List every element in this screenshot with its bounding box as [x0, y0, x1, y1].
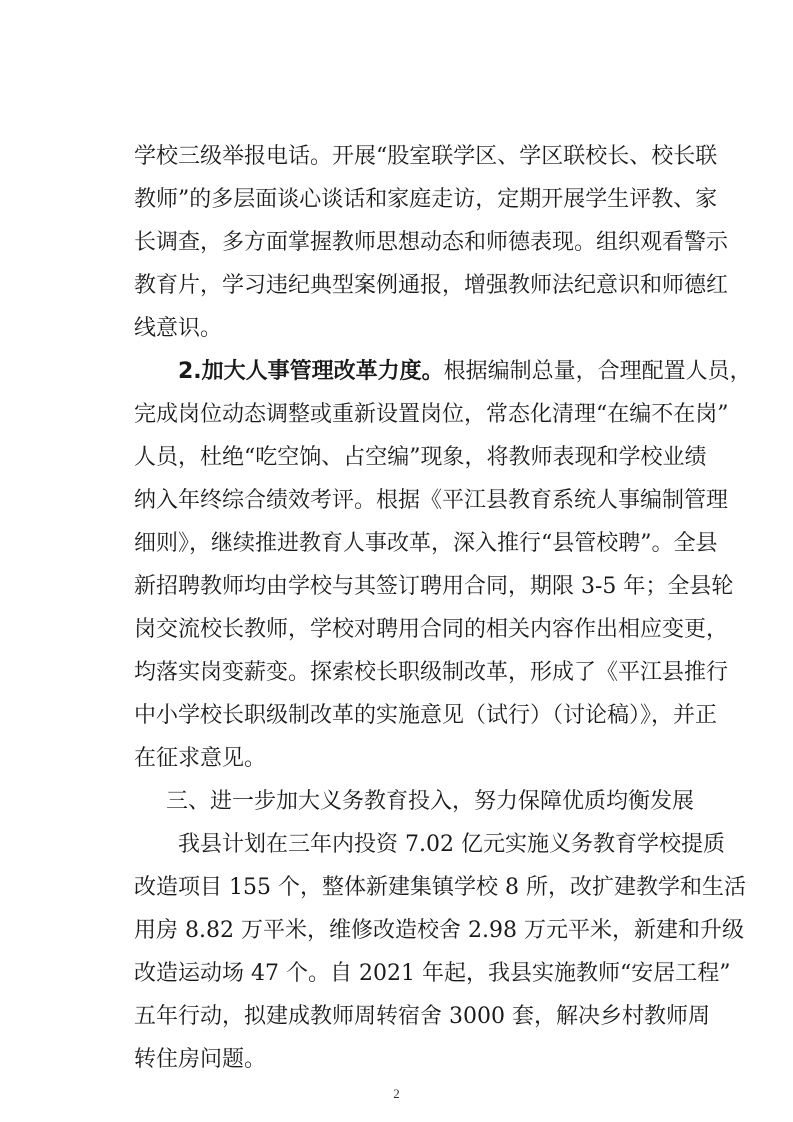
paragraph-line: 岗交流校长教师，学校对聘用合同的相关内容作出相应变更，: [134, 617, 729, 642]
paragraph-line: 细则》，继续推进教育人事改革，深入推行“县管校聘”。全县: [134, 531, 718, 556]
paragraph-line: 用房 8.82 万平米，维修改造校舍 2.98 万元平米，新建和升级: [134, 918, 744, 943]
paragraph-text: 根据编制总量，合理配置人员，: [443, 359, 752, 384]
paragraph-line: 人员，杜绝“吃空饷、占空编”现象，将教师表现和学校业绩: [134, 445, 707, 470]
section-heading: 三、进一步加大义务教育投入，努力保障优质均衡发展: [166, 789, 695, 814]
paragraph-line: 均落实岗变薪变。探索校长职级制改革，形成了《平江县推行: [134, 660, 729, 685]
paragraph-line: 在征求意见。: [134, 746, 267, 771]
paragraph-line: 完成岗位动态调整或重新设置岗位，常态化清理“在编不在岗”: [134, 402, 729, 427]
paragraph-line: 中小学校长职级制改革的实施意见（试行）（讨论稿）》，并正: [134, 703, 718, 728]
paragraph-line: 教师”的多层面谈心谈话和家庭走访，定期开展学生评教、家: [134, 187, 718, 212]
paragraph-line: 纳入年终综合绩效考评。根据《平江县教育系统人事编制管理: [134, 488, 729, 513]
paragraph-line: 改造运动场 47 个。自 2021 年起，我县实施教师“安居工程”: [134, 961, 731, 986]
paragraph-line: 转住房问题。: [134, 1047, 267, 1072]
paragraph-line: 五年行动，拟建成教师周转宿舍 3000 套，解决乡村教师周: [134, 1004, 710, 1029]
paragraph-line: 新招聘教师均由学校与其签订聘用合同，期限 3-5 年；全县轮: [134, 574, 734, 599]
paragraph-line: 我县计划在三年内投资 7.02 亿元实施义务教育学校提质: [178, 832, 725, 857]
paragraph-line: 长调查，多方面掌握教师思想动态和师德表现。组织观看警示: [134, 230, 729, 255]
page-number: 2: [393, 1086, 400, 1101]
subsection-title: 2.加大人事管理改革力度。: [178, 359, 444, 384]
paragraph-line-with-title: [178, 352, 752, 392]
paragraph-line: 教育片，学习违纪典型案例通报，增强教师法纪意识和师德红: [134, 273, 729, 298]
paragraph-line: 改造项目 155 个，整体新建集镇学校 8 所，改扩建教学和生活: [134, 875, 746, 900]
paragraph-line: 线意识。: [134, 316, 223, 341]
paragraph-line: 学校三级举报电话。开展“股室联学区、学区联校长、校长联: [134, 144, 718, 169]
